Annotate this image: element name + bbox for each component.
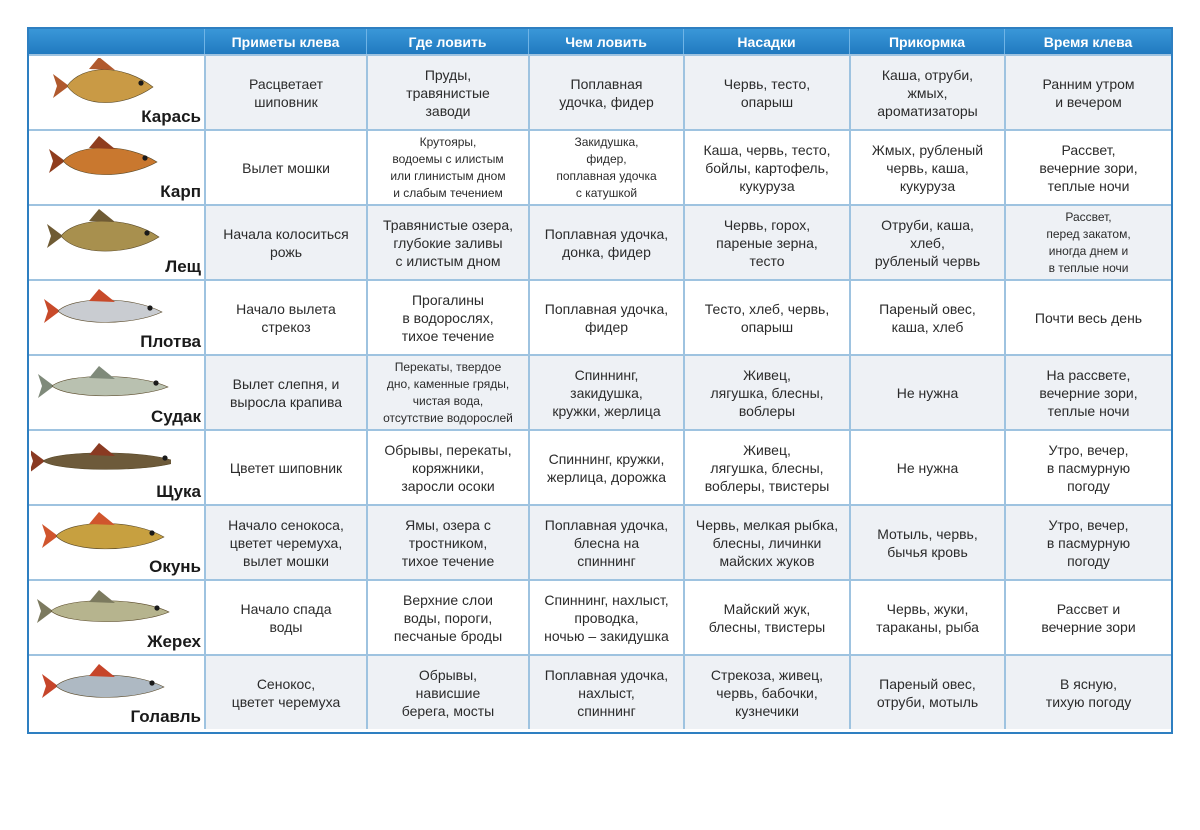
fish-name: Жерех bbox=[147, 632, 201, 651]
cell-time: Рассвет, перед закатом, иногда днем и в теплые ночи bbox=[1004, 206, 1171, 279]
cell-where: Обрывы, перекаты, коряжники, заросли осоки bbox=[366, 431, 528, 504]
bream-icon bbox=[31, 208, 171, 266]
cell-time: Ранним утром и вечером bbox=[1004, 56, 1171, 129]
fish-cell bbox=[29, 356, 204, 429]
cell-groundbait: Не нужна bbox=[849, 356, 1004, 429]
cell-groundbait: Пареный овес, отруби, мотыль bbox=[849, 656, 1004, 729]
table-row-3 bbox=[29, 204, 1171, 279]
fish-cell bbox=[29, 131, 204, 204]
table-row-9 bbox=[29, 654, 1171, 729]
cell-signs: Расцветает шиповник bbox=[204, 56, 366, 129]
cell-groundbait: Пареный овес, каша, хлеб bbox=[849, 281, 1004, 354]
cell-gear: Поплавная удочка, блесна на спиннинг bbox=[528, 506, 683, 579]
cell-groundbait: Червь, жуки, тараканы, рыба bbox=[849, 581, 1004, 654]
fish-name: Лещ bbox=[165, 257, 201, 276]
header-gear: Чем ловить bbox=[528, 29, 683, 54]
cell-where: Крутояры, водоемы с илистым или глинистым дном и слабым течением bbox=[366, 131, 528, 204]
fish-cell bbox=[29, 281, 204, 354]
cell-time: Утро, вечер, в пасмурную погоду bbox=[1004, 506, 1171, 579]
table-row-6 bbox=[29, 429, 1171, 504]
cell-gear: Закидушка, фидер, поплавная удочка с катушкой bbox=[528, 131, 683, 204]
carp-icon bbox=[31, 133, 171, 191]
cell-groundbait: Каша, отруби, жмых, ароматизаторы bbox=[849, 56, 1004, 129]
table-row-5 bbox=[29, 354, 1171, 429]
cell-where: Перекаты, твердое дно, каменные гряды, чистая вода, отсутствие водорослей bbox=[366, 356, 528, 429]
fish-cell bbox=[29, 56, 204, 129]
cell-signs: Начала колоситься рожь bbox=[204, 206, 366, 279]
fish-cell bbox=[29, 656, 204, 729]
cell-groundbait: Отруби, каша, хлеб, рубленый червь bbox=[849, 206, 1004, 279]
cell-where: Ямы, озера с тростником, тихое течение bbox=[366, 506, 528, 579]
header-signs: Приметы клева bbox=[204, 29, 366, 54]
table-header bbox=[29, 29, 1171, 54]
cell-bait: Червь, мелкая рыбка, блесны, личинки майских жуков bbox=[683, 506, 849, 579]
cell-bait: Червь, горох, пареные зерна, тесто bbox=[683, 206, 849, 279]
cell-time: Почти весь день bbox=[1004, 281, 1171, 354]
fish-cell bbox=[29, 581, 204, 654]
cell-bait: Червь, тесто, опарыш bbox=[683, 56, 849, 129]
cell-bait: Живец, лягушка, блесны, воблеры, твистеры bbox=[683, 431, 849, 504]
table-row-8 bbox=[29, 579, 1171, 654]
cell-time: Рассвет и вечерние зори bbox=[1004, 581, 1171, 654]
cell-bait: Тесто, хлеб, червь, опарыш bbox=[683, 281, 849, 354]
cell-bait: Майский жук, блесны, твистеры bbox=[683, 581, 849, 654]
cell-time: На рассвете, вечерние зори, теплые ночи bbox=[1004, 356, 1171, 429]
cell-bait: Каша, червь, тесто, бойлы, картофель, кукуруза bbox=[683, 131, 849, 204]
cell-time: Утро, вечер, в пасмурную погоду bbox=[1004, 431, 1171, 504]
fish-name: Плотва bbox=[140, 332, 201, 351]
cell-gear: Поплавная удочка, фидер bbox=[528, 56, 683, 129]
pike-icon bbox=[31, 433, 171, 491]
table-row-1 bbox=[29, 54, 1171, 129]
cell-gear: Спиннинг, нахлыст, проводка, ночью – закидушка bbox=[528, 581, 683, 654]
cell-gear: Поплавная удочка, нахлыст, спиннинг bbox=[528, 656, 683, 729]
fish-cell bbox=[29, 206, 204, 279]
cell-where: Верхние слои воды, пороги, песчаные броды bbox=[366, 581, 528, 654]
fish-name: Щука bbox=[156, 482, 201, 501]
table-row-7 bbox=[29, 504, 1171, 579]
fish-name: Судак bbox=[150, 407, 201, 426]
fish-cell bbox=[29, 431, 204, 504]
cell-signs: Начало сенокоса, цветет черемуха, вылет мошки bbox=[204, 506, 366, 579]
header-groundbait: Прикормка bbox=[849, 29, 1004, 54]
header-where: Где ловить bbox=[366, 29, 528, 54]
cell-time: Рассвет, вечерние зори, теплые ночи bbox=[1004, 131, 1171, 204]
cell-where: Обрывы, нависшие берега, мосты bbox=[366, 656, 528, 729]
cell-signs: Цветет шиповник bbox=[204, 431, 366, 504]
fish-name: Окунь bbox=[149, 557, 201, 576]
cell-where: Прогалины в водорослях, тихое течение bbox=[366, 281, 528, 354]
fish-name: Голавль bbox=[130, 707, 201, 726]
cell-signs: Начало спада воды bbox=[204, 581, 366, 654]
cell-signs: Сенокос, цветет черемуха bbox=[204, 656, 366, 729]
cell-bait: Живец, лягушка, блесны, воблеры bbox=[683, 356, 849, 429]
fishing-table bbox=[27, 27, 1173, 734]
cell-groundbait: Жмых, рубленый червь, каша, кукуруза bbox=[849, 131, 1004, 204]
cell-groundbait: Не нужна bbox=[849, 431, 1004, 504]
table-row-2 bbox=[29, 129, 1171, 204]
cell-signs: Вылет слепня, и выросла крапива bbox=[204, 356, 366, 429]
header-corner bbox=[29, 29, 204, 54]
cell-gear: Поплавная удочка, донка, фидер bbox=[528, 206, 683, 279]
cell-signs: Начало вылета стрекоз bbox=[204, 281, 366, 354]
header-time: Время клева bbox=[1004, 29, 1171, 54]
fish-cell bbox=[29, 506, 204, 579]
cell-time: В ясную, тихую погоду bbox=[1004, 656, 1171, 729]
cell-gear: Поплавная удочка, фидер bbox=[528, 281, 683, 354]
header-bait: Насадки bbox=[683, 29, 849, 54]
fish-name: Карась bbox=[141, 107, 201, 126]
cell-gear: Спиннинг, закидушка, кружки, жерлица bbox=[528, 356, 683, 429]
cell-where: Пруды, травянистые заводи bbox=[366, 56, 528, 129]
table-row-4 bbox=[29, 279, 1171, 354]
cell-gear: Спиннинг, кружки, жерлица, дорожка bbox=[528, 431, 683, 504]
cell-bait: Стрекоза, живец, червь, бабочки, кузнечики bbox=[683, 656, 849, 729]
cell-groundbait: Мотыль, червь, бычья кровь bbox=[849, 506, 1004, 579]
cell-signs: Вылет мошки bbox=[204, 131, 366, 204]
cell-where: Травянистые озера, глубокие заливы с илистым дном bbox=[366, 206, 528, 279]
fish-name: Карп bbox=[160, 182, 201, 201]
